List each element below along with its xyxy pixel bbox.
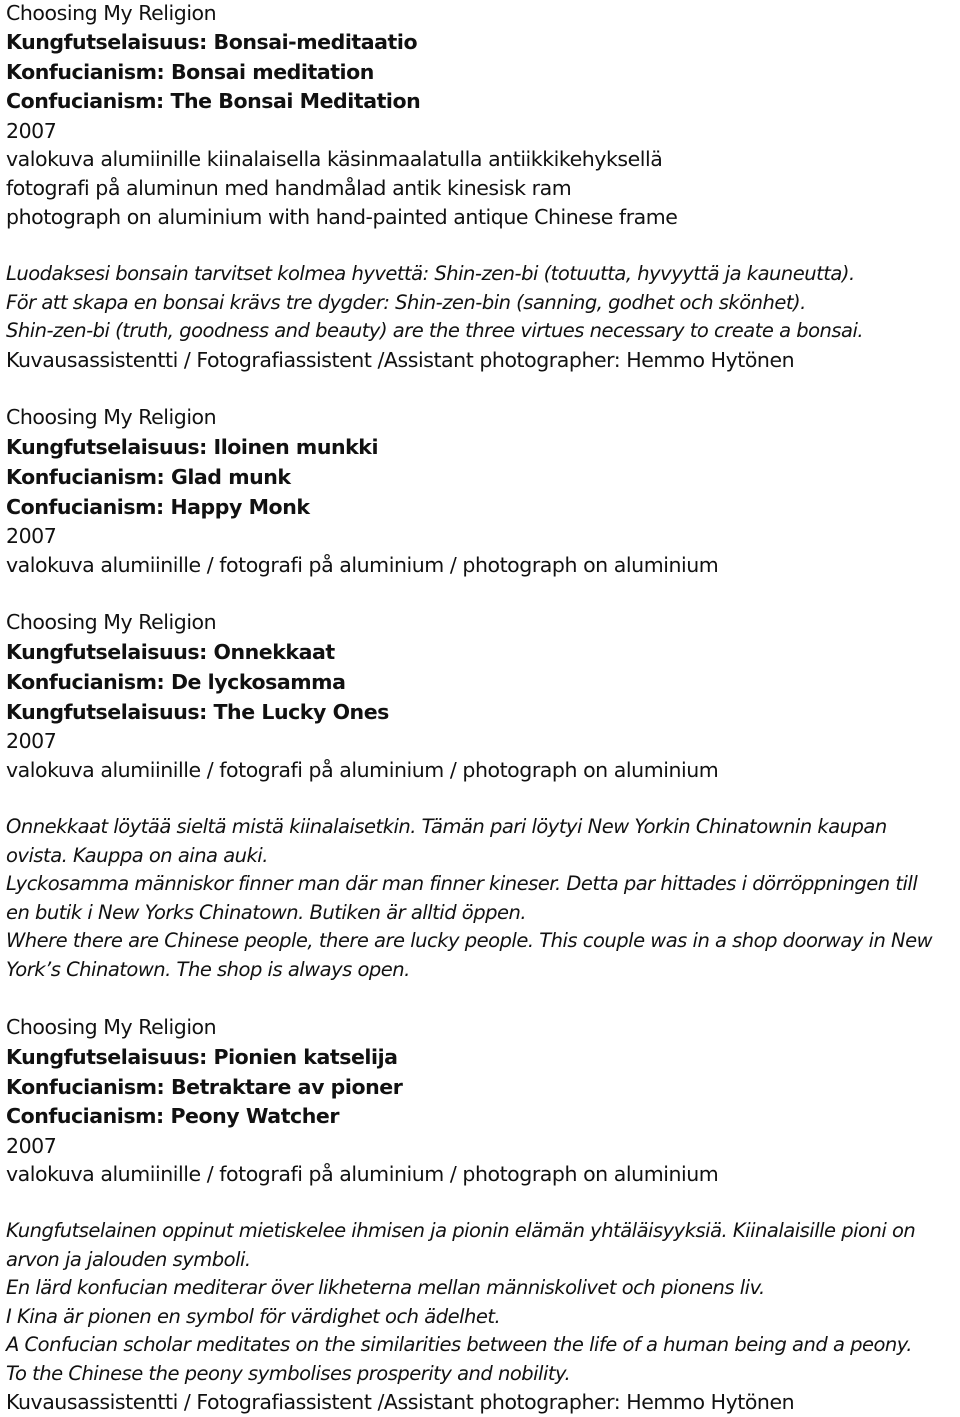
work-year: 2007 xyxy=(6,524,57,548)
description-line: Where there are Chinese people, there are lucky people. This couple was in a shop doorway in New xyxy=(6,929,933,952)
description-line: Kungfutselainen oppinut mietiskelee ihmisen ja pionin elämän yhtäläisyyksiä. Kiinalaisille pioni on xyxy=(6,1219,916,1242)
work-title-sv: Konfucianism: Betraktare av pioner xyxy=(6,1075,403,1099)
work-title-sv: Konfucianism: Bonsai meditation xyxy=(6,60,374,84)
series-title: Choosing My Religion xyxy=(6,1015,217,1039)
description-line: York’s Chinatown. The shop is always open. xyxy=(6,958,410,981)
series-title: Choosing My Religion xyxy=(6,610,217,634)
series-title: Choosing My Religion xyxy=(6,1,217,25)
work-title-sv: Konfucianism: De lyckosamma xyxy=(6,670,346,694)
work-medium-fi: valokuva alumiinille kiinalaisella käsinmaalatulla antiikkikehyksellä xyxy=(6,147,663,171)
work-year: 2007 xyxy=(6,1134,57,1158)
work-title-en: Confucianism: Happy Monk xyxy=(6,495,310,519)
work-medium: valokuva alumiinille / fotografi på aluminium / photograph on aluminium xyxy=(6,553,719,577)
photo-credit: Kuvausassistentti / Fotografiassistent /Assistant photographer: Hemmo Hytönen xyxy=(6,348,795,372)
work-medium: valokuva alumiinille / fotografi på aluminium / photograph on aluminium xyxy=(6,758,719,782)
work-year: 2007 xyxy=(6,729,57,753)
work-title-fi: Kungfutselaisuus: Iloinen munkki xyxy=(6,435,379,459)
work-title-fi: Kungfutselaisuus: Pionien katselija xyxy=(6,1045,398,1069)
work-year: 2007 xyxy=(6,119,57,143)
work-medium-en: photograph on aluminium with hand-painted antique Chinese frame xyxy=(6,205,678,229)
description-line: arvon ja jalouden symboli. xyxy=(6,1248,251,1271)
work-medium-sv: fotografi på aluminun med handmålad antik kinesisk ram xyxy=(6,176,572,200)
series-title: Choosing My Religion xyxy=(6,405,217,429)
work-title-fi: Kungfutselaisuus: Bonsai-meditaatio xyxy=(6,30,418,54)
description-line: A Confucian scholar meditates on the similarities between the life of a human being and a peony. xyxy=(6,1333,912,1356)
description-line: To the Chinese the peony symbolises prosperity and nobility. xyxy=(6,1362,571,1385)
work-medium: valokuva alumiinille / fotografi på aluminium / photograph on aluminium xyxy=(6,1162,719,1186)
work-title-en: Confucianism: Peony Watcher xyxy=(6,1104,339,1128)
work-title-en: Confucianism: The Bonsai Meditation xyxy=(6,89,421,113)
description-line: En lärd konfucian mediterar över likheterna mellan människolivet och pionens liv. xyxy=(6,1276,765,1299)
description-line: Shin-zen-bi (truth, goodness and beauty) are the three virtues necessary to create a bonsai. xyxy=(6,319,864,342)
description-line: Luodaksesi bonsain tarvitset kolmea hyvettä: Shin-zen-bi (totuutta, hyvyyttä ja kauneutta). xyxy=(6,262,855,285)
photo-credit: Kuvausassistentti / Fotografiassistent /Assistant photographer: Hemmo Hytönen xyxy=(6,1390,795,1414)
work-title-sv: Konfucianism: Glad munk xyxy=(6,465,291,489)
work-title-en: Kungfutselaisuus: The Lucky Ones xyxy=(6,700,389,724)
description-line: en butik i New Yorks Chinatown. Butiken är alltid öppen. xyxy=(6,901,527,924)
description-line: ovista. Kauppa on aina auki. xyxy=(6,844,268,867)
description-line: I Kina är pionen en symbol för värdighet och ädelhet. xyxy=(6,1305,501,1328)
description-line: Lyckosamma människor finner man där man finner kineser. Detta par hittades i dörröppningen till xyxy=(6,872,918,895)
description-line: För att skapa en bonsai krävs tre dygder: Shin-zen-bin (sanning, godhet och skönhet). xyxy=(6,291,806,314)
description-line: Onnekkaat löytää sieltä mistä kiinalaisetkin. Tämän pari löytyi New Yorkin Chinatownin kaupan xyxy=(6,815,887,838)
work-title-fi: Kungfutselaisuus: Onnekkaat xyxy=(6,640,335,664)
